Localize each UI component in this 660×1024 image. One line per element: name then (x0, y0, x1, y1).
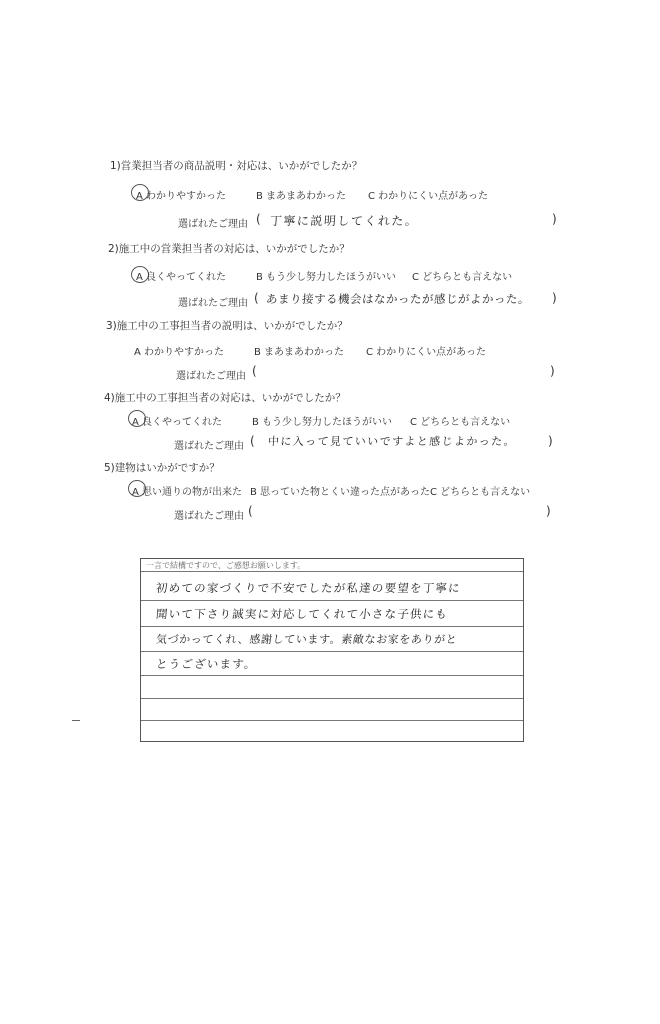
comment-rule (141, 600, 523, 601)
question-3-reason-open: ( (252, 364, 257, 378)
comment-box-header-rule (141, 571, 523, 572)
question-2-reason-label: 選ばれたご理由 (178, 298, 248, 309)
question-1-reason-text[interactable]: 丁寧に説明してくれた。 (269, 214, 419, 228)
question-2-reason-text[interactable]: あまり接する機会はなかったが感じがよかった。 (265, 292, 531, 306)
question-1-reason-open: ( (256, 212, 261, 226)
question-1-option-c[interactable]: C わかりにくい点があった (368, 191, 489, 202)
comment-line-4: とうございます。 (155, 657, 258, 671)
question-4-reason-open: ( (250, 434, 255, 448)
question-1-option-b[interactable]: B まあまあわかった (256, 191, 347, 202)
comment-line-2: 聞いて下さり誠実に対応してくれて小さな子供にも (155, 607, 449, 621)
comment-rule (141, 626, 523, 627)
question-5-reason-open: ( (248, 504, 253, 518)
question-3-reason-label: 選ばれたご理由 (176, 371, 246, 382)
scan-mark (72, 720, 80, 721)
question-4-option-c[interactable]: C どちらとも言えない (410, 417, 511, 428)
question-5-label: 5)建物はいかがですか？ (104, 462, 220, 474)
comment-rule (141, 675, 523, 676)
question-5-option-a[interactable]: A 思い通りの物が出来た (132, 487, 243, 498)
comment-box-header: 一言で結構ですので、ご感想お願いします。 (146, 561, 306, 570)
question-2-label: 2)施工中の営業担当者の対応は、いかがでしたか？ (108, 243, 350, 255)
comment-rule (141, 651, 523, 652)
question-1-reason-label: 選ばれたご理由 (178, 219, 248, 230)
question-1-option-a[interactable]: A わかりやすかった (136, 191, 227, 202)
question-2-option-a[interactable]: A 良くやってくれた (136, 272, 227, 283)
question-3-option-a[interactable]: A わかりやすかった (134, 347, 225, 358)
question-2-option-c[interactable]: C どちらとも言えない (412, 272, 513, 283)
comment-rule (141, 720, 523, 721)
question-4-label: 4)施工中の工事担当者の対応は、いかがでしたか？ (104, 392, 346, 404)
question-2-reason-close: ) (552, 291, 557, 305)
question-4-option-b[interactable]: B もう少し努力したほうがいい (252, 417, 393, 428)
question-4-option-a[interactable]: A 良くやってくれた (132, 417, 223, 428)
question-5-reason-label: 選ばれたご理由 (174, 511, 244, 522)
question-5-reason-close: ) (546, 504, 551, 518)
question-2-reason-open: ( (254, 291, 259, 305)
question-3-label: 3)施工中の工事担当者の説明は、いかがでしたか？ (106, 320, 348, 332)
question-5-option-b[interactable]: B 思っていた物とくい違った点があった (250, 487, 430, 498)
comment-line-1: 初めての家づくりで不安でしたが私達の要望を丁寧に (155, 581, 462, 595)
question-4-reason-text[interactable]: 中に入って見ていいですよと感じよかった。 (267, 435, 517, 448)
question-3-reason-close: ) (550, 364, 555, 378)
question-1-reason-close: ) (552, 212, 557, 226)
question-1-label: 1)営業担当者の商品説明・対応は、いかがでしたか？ (110, 160, 363, 172)
comment-line-3: 気づかってくれ、感謝しています。素敵なお家をありがと (155, 633, 458, 646)
question-3-option-b[interactable]: B まあまあわかった (254, 347, 345, 358)
question-2-option-b[interactable]: B もう少し努力したほうがいい (256, 272, 397, 283)
comment-rule (141, 698, 523, 699)
question-4-reason-label: 選ばれたご理由 (174, 441, 244, 452)
question-4-reason-close: ) (548, 434, 553, 448)
question-3-option-c[interactable]: C わかりにくい点があった (366, 347, 487, 358)
question-5-option-c[interactable]: C どちらとも言えない (430, 487, 531, 498)
